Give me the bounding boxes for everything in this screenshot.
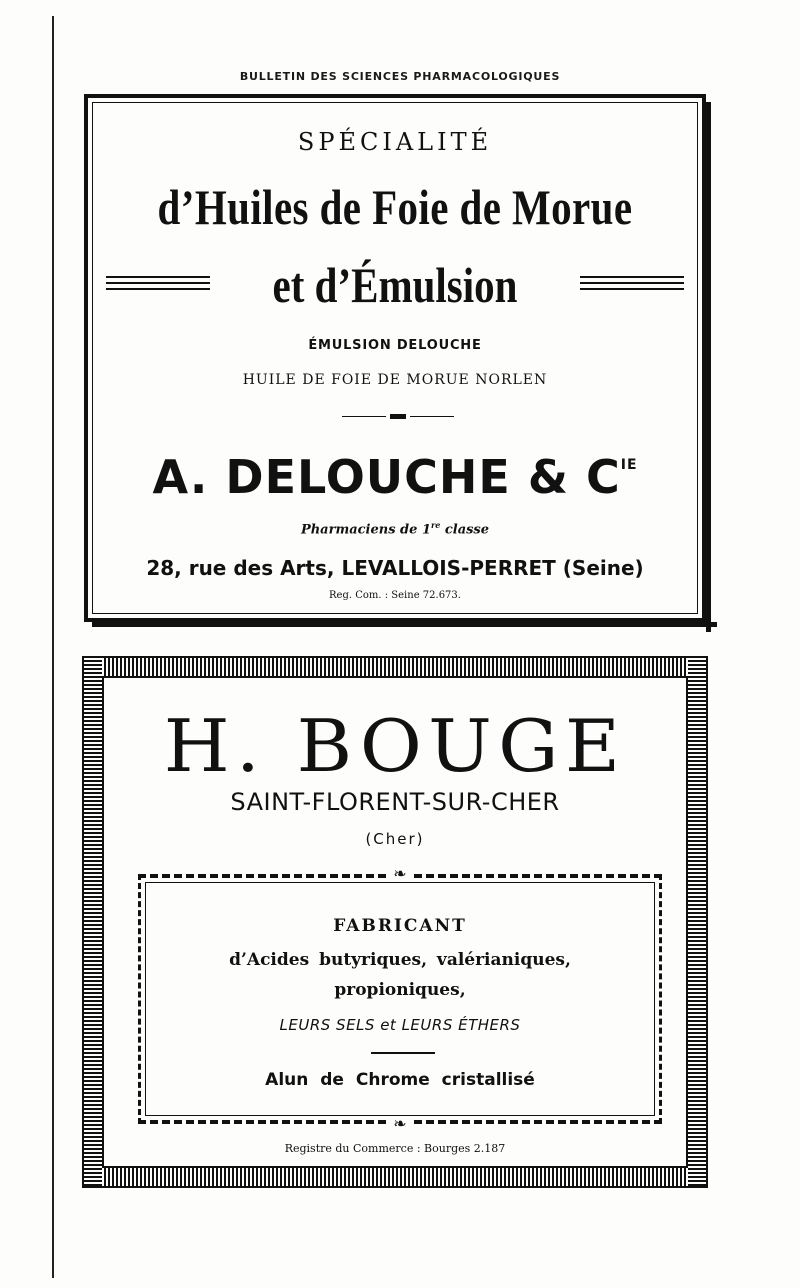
product-emulsion: ÉMULSION DELOUCHE: [308, 338, 482, 353]
product-propioniques: propioniques,: [334, 980, 466, 1000]
frame-shadow-right: [706, 102, 711, 632]
pharmaciens-line: [88, 520, 702, 537]
company-department: (Cher): [365, 830, 425, 848]
advert-headline-1: d’Huiles de Foie de Morue: [157, 179, 633, 235]
product-acides: d’Acides butyriques, valérianiques,: [229, 950, 571, 970]
firm-name: [88, 450, 702, 504]
products-box: [138, 864, 662, 1133]
company-name: H. BOUGE: [163, 704, 627, 788]
product-sels: LEURS SELS et LEURS ÉTHERS: [279, 1016, 521, 1034]
address: 28, rue des Arts, LEVALLOIS-PERRET (Seine): [146, 556, 644, 580]
pharmaciens-text: Pharmaciens de 1: [300, 522, 431, 538]
decorative-rule-right: [580, 276, 684, 290]
advert-delouche: [84, 94, 706, 622]
firm-name-text: A. DELOUCHE & C: [152, 450, 621, 504]
firm-name-sup: IE: [620, 457, 638, 473]
advert-kicker: SPÉCIALITÉ: [297, 128, 493, 156]
pharmaciens-sup: re: [431, 520, 441, 530]
headline-2-row: [88, 256, 702, 316]
running-head: BULLETIN DES SCIENCES PHARMACOLOGIQUES: [239, 70, 561, 83]
fleuron-icon: ❧: [387, 866, 412, 882]
fabricant-heading: FABRICANT: [333, 916, 467, 936]
frame-shadow-bottom: [92, 622, 717, 627]
reg-com: Reg. Com. : Seine 72.673.: [329, 590, 461, 601]
advert-headline-2: et d’Émulsion: [272, 257, 518, 313]
product-huile: HUILE DE FOIE DE MORUE NORLEN: [242, 372, 548, 388]
fleuron-icon: ❧: [387, 1116, 412, 1132]
pharmaciens-end: classe: [440, 522, 490, 538]
page-margin-rule: [52, 16, 54, 1278]
short-divider: [371, 1052, 435, 1054]
registre-commerce: Registre du Commerce : Bourges 2.187: [284, 1142, 506, 1155]
product-alun: Alun de Chrome cristallisé: [265, 1070, 535, 1090]
company-town: SAINT-FLORENT-SUR-CHER: [230, 788, 560, 816]
advert-bouge-panel: [102, 676, 688, 1168]
ornament-divider: [342, 414, 454, 420]
advert-bouge: [82, 656, 708, 1188]
